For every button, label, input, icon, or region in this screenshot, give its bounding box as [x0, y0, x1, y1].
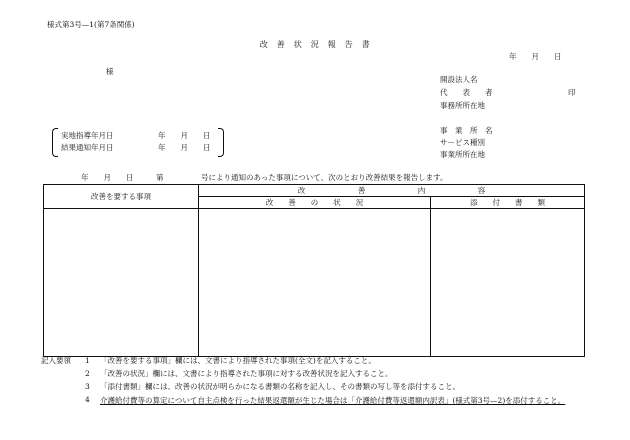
note-text: 「添付書類」欄には、改善の状況が明らかになる書類の名称を記入し、その書類の写し等を添付すること。 [100, 382, 460, 391]
business-address-label: 事業所所在地 [440, 150, 485, 159]
attachments-cell[interactable] [431, 209, 585, 357]
header-status: 改 善 の 状 況 [199, 197, 431, 209]
form-number: 様式第3号—1(第7条関係) [47, 20, 135, 29]
note-number: 3 [85, 382, 90, 391]
addressee-suffix: 様 [106, 67, 114, 76]
note-number: 2 [85, 369, 90, 378]
left-bracket [52, 128, 58, 157]
business-name-label: 事 業 所 名 [440, 126, 493, 135]
note-text: 「改善の状況」欄には、文書により指導された事項に対する改善状況を記入すること。 [100, 369, 393, 378]
notice-prefix: 年 月 日 第 [81, 173, 164, 182]
result-date-value: 年 月 日 [158, 143, 211, 152]
seal-mark: 印 [568, 88, 576, 97]
result-date-label: 結果通知年月日 [61, 143, 114, 152]
inspection-date-value: 年 月 日 [158, 131, 211, 140]
header-attachments: 添 付 書 類 [431, 197, 585, 209]
report-date: 年 月 日 [509, 52, 562, 61]
note-number: 1 [85, 356, 90, 365]
representative-label: 代 表 者 [440, 88, 493, 97]
note-text: 介護給付費等の算定について自主点検を行った結果返還額が生じた場合は「介護給付費等返還額内訳表」(様式第3号—2)を添付すること。 [100, 396, 566, 405]
inspection-date-label: 実地指導年月日 [61, 131, 114, 140]
office-address-label: 事務所所在地 [440, 101, 485, 110]
note-number: 4 [85, 395, 90, 404]
corp-name-label: 開設法人名 [440, 75, 478, 84]
right-bracket [218, 128, 224, 157]
document-title: 改 善 状 況 報 告 書 [259, 40, 371, 49]
status-cell[interactable] [199, 209, 431, 357]
service-type-label: サービス種別 [440, 138, 485, 147]
header-content: 改 善 内 容 [199, 185, 585, 197]
notice-text: 号により通知のあった事項について、次のとおり改善結果を報告します。 [201, 173, 448, 182]
note-text: 「改善を要する事項」欄には、文書により指導された事項(全文)を記入すること。 [100, 356, 376, 365]
notes-heading: 記入要領 [41, 356, 71, 365]
header-matters: 改善を要する事項 [44, 185, 199, 209]
improvement-table [43, 184, 585, 357]
matters-cell[interactable] [44, 209, 199, 357]
